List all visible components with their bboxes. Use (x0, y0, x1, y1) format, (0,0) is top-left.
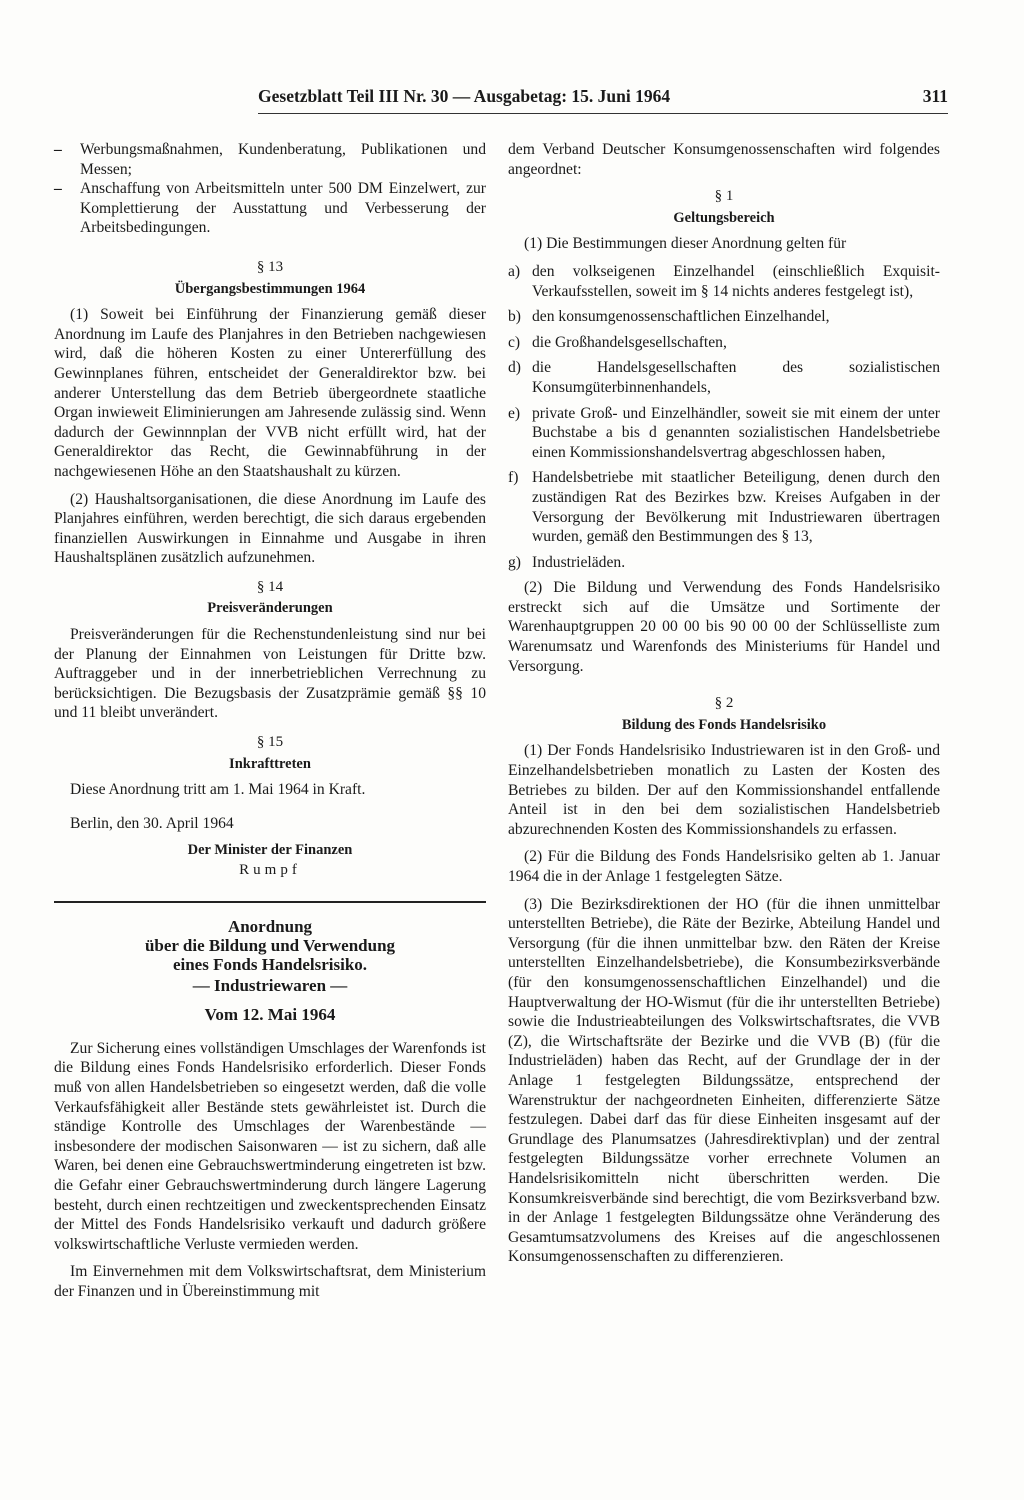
section-title: Übergangsbestimmungen 1964 (174, 280, 366, 297)
list-item-text: die Handelsgesellschaften des sozialistischen Konsumgüterbinnenhandels, (532, 359, 940, 396)
dash-marker: – (54, 180, 62, 198)
list-item-text: Anschaffung von Arbeitsmitteln unter 500 DM Einzelwert, zur Komplettierung der Ausstattung und Verbesserung der Arbeitsbedingungen. (80, 180, 486, 237)
list-label: e) (508, 404, 521, 422)
list-item (54, 179, 486, 238)
list-label: a) (508, 262, 521, 280)
section-title: Geltungsbereich (673, 209, 775, 226)
paragraph: (1) Soweit bei Einführung der Finanzierung gemäß dieser Anordnung im Laufe des Planjahres in den Betrieben nachgewiesen wird, daß die höheren Kosten zu einer Untererfüllung des Gewinnplanes führen, entscheidet der Generaldirektor bzw. bei anderer Unterstellung das dem Betrieb übergeordnete staatliche Organ inwieweit Eliminierungen am Jahresende zulässig sind. Wenn dadurch der Gewinnnplan der VVB nicht erfüllt wird, hat der Generaldirektor das Recht, die Gewinnabführung in der nachgewiesenen Höhe an den Staatshaushalt zu kürzen. (54, 306, 486, 480)
paragraph: (2) Für die Bildung des Fonds Handelsrisiko gelten ab 1. Januar 1964 die in der Anlage 1 festgelegten Sätze. (508, 848, 940, 885)
page-header (258, 86, 948, 107)
right-column (508, 140, 940, 1275)
section-title: Preisveränderungen (207, 600, 333, 617)
signer-name: Rumpf (239, 862, 301, 878)
list-item (508, 358, 940, 397)
ordinance-date: Vom 12. Mai 1964 (204, 1005, 336, 1025)
place-date: Berlin, den 30. April 1964 (70, 814, 234, 832)
section-number: § 15 (256, 734, 284, 751)
ordinance-title-line2: über die Bildung und Verwendung (144, 935, 396, 955)
section-title: Bildung des Fonds Handelsrisiko (621, 716, 827, 733)
list-label: g) (508, 553, 521, 571)
section-title: Inkrafttreten (229, 755, 311, 772)
divider (54, 901, 486, 903)
signer-title: Der Minister der Finanzen (187, 842, 353, 859)
list-item-text: den konsumgenossenschaftlichen Einzelhandel, (532, 308, 830, 326)
paragraph: (1) Die Bestimmungen dieser Anordnung gelten für (524, 235, 847, 253)
left-column (54, 140, 486, 1310)
paragraph: dem Verband Deutscher Konsumgenossenschaften wird folgendes angeordnet: (508, 141, 940, 178)
ordinance-title-line3: eines Fonds Handelsrisiko. (172, 954, 368, 974)
section-number: § 1 (714, 188, 734, 205)
section-number: § 14 (256, 578, 284, 595)
paragraph: (1) Der Fonds Handelsrisiko Industriewaren ist in den Groß- und Einzelhandelsbetrieben monatlich zu Lasten der Kosten des Betriebes zu bilden. Der auf den Kommissionshandel entfallende Anteil ist in den bei dem sozialistischen Handelsbetrieb abzurechnenden Kosten des Kommissionshandels zu erfassen. (508, 742, 940, 838)
list-label: b) (508, 308, 521, 326)
ordinance-title-line1: Anordnung (227, 916, 313, 936)
paragraph: Diese Anordnung tritt am 1. Mai 1964 in Kraft. (70, 781, 366, 799)
list-item-text: Handelsbetriebe mit staatlicher Beteiligung, denen durch den zuständigen Rat des Bezirkes bzw. Kreises Aufgaben in der Versorgung der Bevölkerung mit Industriewaren übertragen wurden, gemäß den Bestimmungen des § 13, (532, 469, 940, 546)
paragraph: Im Einvernehmen mit dem Volkswirtschaftsrat, dem Ministerium der Finanzen und in Übereinstimmung mit (54, 1263, 486, 1300)
paragraph: (2) Haushaltsorganisationen, die diese Anordnung im Laufe des Planjahres einführen, werden berechtigt, die sich daraus ergebenden finanziellen Auswirkungen in Einnahme und Ausgabe in ihren Haushaltsplänen zusätzlich aufzunehmen. (54, 490, 486, 567)
list-item (508, 333, 940, 353)
list-item (508, 262, 940, 301)
paragraph: (2) Die Bildung und Verwendung des Fonds Handelsrisiko erstreckt sich auf die Umsätze und Sortimente der Warenhauptgruppen 20 00 00 bis 90 00 00 der Schlüsselliste zum Warenumsatz und Warenfonds des Ministeriums für Handel und Versorgung. (508, 579, 940, 675)
list-item-text: Werbungsmaßnahmen, Kundenberatung, Publikationen und Messen; (80, 141, 486, 178)
section-number: § 2 (714, 695, 734, 712)
list-label: c) (508, 333, 521, 351)
list-item-text: den volkseigenen Einzelhandel (einschließlich Exquisit-Verkaufsstellen, soweit im § 14 nichts anderes festgelegt ist), (532, 262, 940, 300)
list-item-text: Industrieläden. (532, 553, 626, 571)
paragraph: (3) Die Bezirksdirektionen der HO (für die ihnen unmittelbar unterstellten Betriebe), die Räte der Bezirke, Abteilung Handel und Versorgung (für die ihnen unmittelbar bzw. den Räten der Kreise unterstellten Einzelhandelsbetriebe), die Konsumbezirksverbände (für den konsumgenossenschaftlichen Einzelhandel) und die Hauptverwaltung der HO-Wismut (für die ihr unterstellten Betriebe) sowie die Industrieabteilungen des Volkswirtschaftsrates, die VVB (Z), die Wirtschaftsräte der Bezirke und die VVB (B) (für die Industrieläden) haben das Recht, auf der Grundlage der in der Anlage 1 festgelegten Bildungssätze, entsprechend der Warenstruktur der nachgeordneten Einheiten, differenzierte Sätze festzulegen. Dabei darf das für diese Einheiten insgesamt auf der Grundlage des Planumsatzes (Jahresdirektivplan) und der zentral festgelegten Bildungssätze vorher errechnete Volumen an Handelsrisikomitteln nicht überschritten werden. Die Konsumkreisverbände sind berechtigt, die vom Bezirksverband bzw. in der Anlage 1 festgelegten Bildungssätze ohne Veränderung des Gesamtumsatzvolumens des Kreises auf die angeschlossenen Konsumgenossenschaften zu differenzieren. (508, 895, 940, 1266)
paragraph: Preisveränderungen für die Rechenstundenleistung sind nur bei der Planung der Einnahmen von Leistungen für Dritte bzw. Auftraggeber und in der innerbetrieblichen Verrechnung zu berücksichtigen. Die Bezugsbasis der Zusatzprämie gemäß §§ 10 und 11 bleibt unverändert. (54, 626, 486, 722)
paragraph: Zur Sicherung eines vollständigen Umschlages der Warenfonds ist die Bildung eines Fonds Handelsrisiko erforderlich. Dieser Fonds muß von allen Handelsbetrieben so eingesetzt werden, daß die volle Verkaufsfähigkeit aller Bestände stets gewährleistet ist. Durch die ständige Kontrolle des Umschlages der Warenbestände — insbesondere der modischen Saisonwaren — ist zu sichern, daß alle Waren, bei denen eine Gebrauchswertminderung eingetreten ist bzw. die Gefahr einer Gebrauchswertminderung durch längere Lagerung besteht, durch einen rechtzeitigen und zweckentsprechenden Einsatz der Mittel des Fonds Handelsrisiko verkauft und dadurch größere volkswirtschaftliche Verluste vermieden werden. (54, 1039, 486, 1253)
ordinance-subtitle: — Industriewaren — (192, 975, 348, 995)
list-item (508, 404, 940, 463)
dash-marker: – (54, 141, 62, 158)
list-item (508, 553, 940, 573)
header-title: Gesetzblatt Teil III Nr. 30 — Ausgabetag: 15. Juni 1964 (258, 86, 671, 106)
list-item (508, 307, 940, 327)
list-item (54, 140, 486, 179)
list-item-text: die Großhandelsgesellschaften, (532, 333, 727, 351)
header-rule (258, 113, 948, 114)
list-item (508, 468, 940, 546)
page-number: 311 (922, 86, 948, 106)
list-label: f) (508, 469, 519, 487)
section-number: § 13 (256, 258, 284, 275)
list-item-text: private Groß- und Einzelhändler, soweit sie mit einem der unter Buchstabe a bis d genannten sozialistischen Handelsbetriebe einen Kommissionshandelsvertrag abgeschlossen haben, (532, 404, 940, 461)
list-label: d) (508, 359, 521, 377)
